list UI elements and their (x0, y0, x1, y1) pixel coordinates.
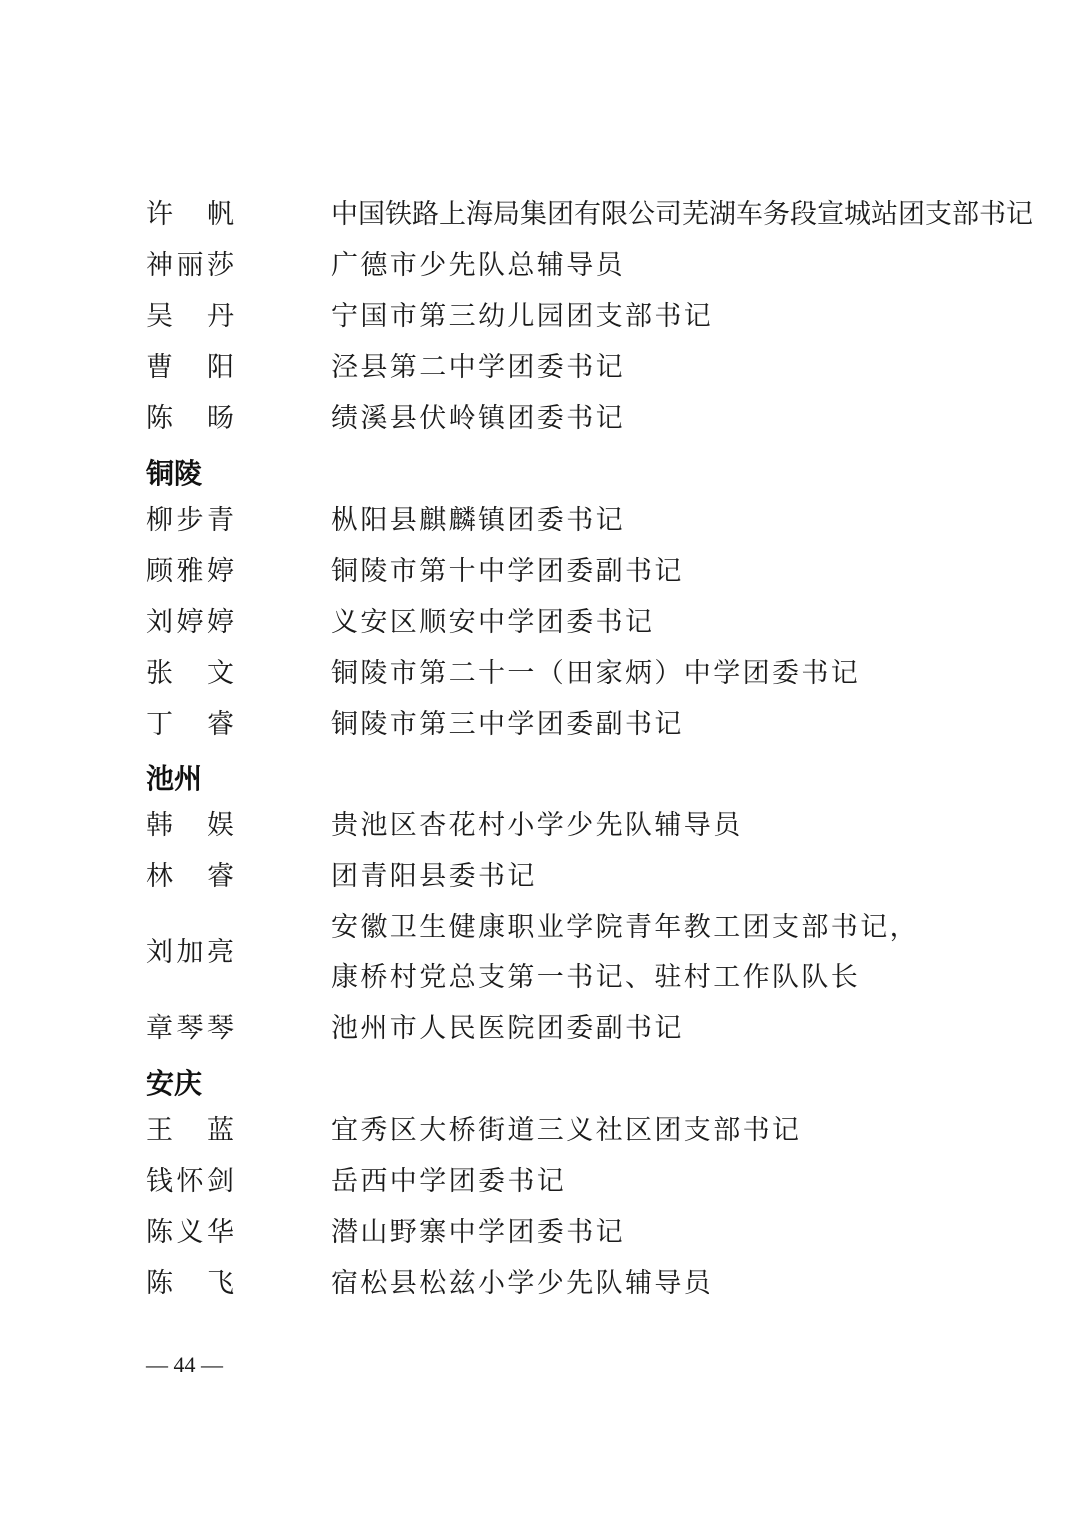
person-role: 绩溪县伏岭镇团委书记 (331, 403, 625, 434)
person-name: 神丽莎 (146, 250, 234, 281)
list-item (0, 195, 1080, 235)
list-item (0, 603, 1080, 643)
person-role: 团青阳县委书记 (331, 861, 537, 892)
person-name: 陈 旸 (146, 403, 234, 434)
page-number: — 44 — (146, 1352, 223, 1377)
list-item (0, 1111, 1080, 1151)
person-name: 顾雅婷 (146, 556, 234, 587)
person-name: 王 蓝 (146, 1115, 234, 1146)
list-item (0, 806, 1080, 846)
person-role: 池州市人民医院团委副书记 (331, 1013, 684, 1044)
list-item (0, 246, 1080, 286)
list-item (0, 705, 1080, 745)
list-item (0, 1162, 1080, 1202)
person-name: 刘加亮 (146, 937, 234, 968)
person-name: 陈 飞 (146, 1268, 234, 1299)
list-item (0, 399, 1080, 439)
person-name: 曹 阳 (146, 352, 234, 383)
region-heading: 池州 (146, 762, 203, 795)
person-name: 柳步青 (146, 505, 234, 536)
person-role: 宜秀区大桥街道三义社区团支部书记 (331, 1115, 802, 1146)
person-role: 安徽卫生健康职业学院青年教工团支部书记， (331, 912, 919, 943)
person-role: 铜陵市第二十一（田家炳）中学团委书记 (331, 658, 861, 689)
list-item (0, 297, 1080, 337)
list-item (0, 501, 1080, 541)
person-role: 潜山野寨中学团委书记 (331, 1217, 625, 1248)
list-item (0, 348, 1080, 388)
person-name: 丁 睿 (146, 709, 234, 740)
person-role: 枞阳县麒麟镇团委书记 (331, 505, 625, 536)
person-role: 铜陵市第三中学团委副书记 (331, 709, 684, 740)
list-item (0, 1213, 1080, 1253)
person-name: 章琴琴 (146, 1013, 234, 1044)
person-name: 林 睿 (146, 861, 234, 892)
list-item (0, 1264, 1080, 1304)
person-role: 贵池区杏花村小学少先队辅导员 (331, 810, 743, 841)
person-role: 中国铁路上海局集团有限公司芜湖车务段宣城站团支部书记 (331, 199, 1033, 230)
person-name: 张 文 (146, 658, 234, 689)
list-item (0, 552, 1080, 592)
person-role: 宿松县松兹小学少先队辅导员 (331, 1268, 714, 1299)
person-role: 广德市少先队总辅导员 (331, 250, 625, 281)
list-item (0, 1009, 1080, 1049)
region-heading: 铜陵 (146, 457, 203, 490)
person-name: 刘婷婷 (146, 607, 234, 638)
person-name: 韩 娱 (146, 810, 234, 841)
list-item (0, 654, 1080, 694)
person-name: 陈义华 (146, 1217, 234, 1248)
person-name: 许 帆 (146, 199, 234, 230)
person-role: 铜陵市第十中学团委副书记 (331, 556, 684, 587)
person-name: 钱怀剑 (146, 1166, 234, 1197)
list-item (0, 857, 1080, 897)
list-item (0, 908, 1080, 999)
person-role: 宁国市第三幼儿园团支部书记 (331, 301, 714, 332)
person-role: 泾县第二中学团委书记 (331, 352, 625, 383)
person-name: 吴 丹 (146, 301, 234, 332)
person-role: 义安区顺安中学团委书记 (331, 607, 655, 638)
person-role: 岳西中学团委书记 (331, 1166, 567, 1197)
person-role-continued: 康桥村党总支第一书记、驻村工作队队长 (331, 962, 861, 993)
region-heading: 安庆 (146, 1067, 203, 1100)
